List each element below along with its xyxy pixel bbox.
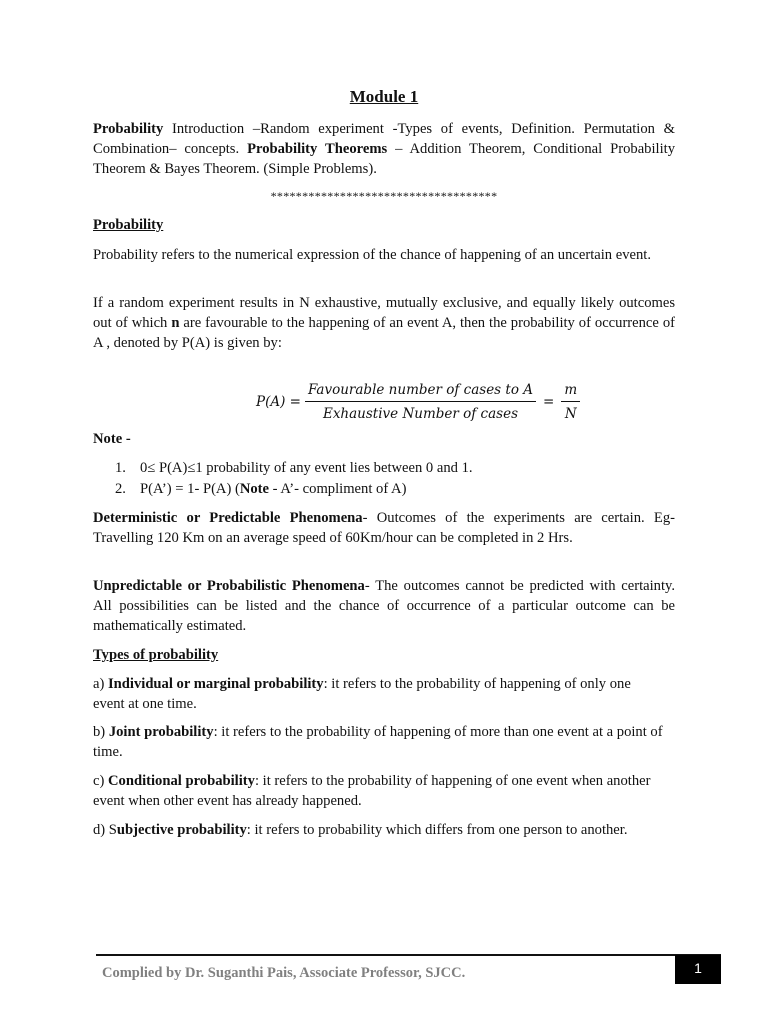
deterministic-text: - Outcomes of the experiments are certain. Eg- Travelling 120 Km on an average speed of 60Km/hour can be completed in 2 Hrs. xyxy=(93,510,675,546)
formula-fraction-short xyxy=(561,380,580,424)
probability-formula xyxy=(256,380,584,424)
formula-fraction-main xyxy=(305,380,536,424)
list-item xyxy=(93,458,675,479)
formula-lhs: P(A) = xyxy=(256,394,301,410)
type-term: Conditional probability xyxy=(108,773,255,789)
type-item-a xyxy=(93,674,658,714)
formula-n: N xyxy=(564,406,577,422)
page-number: 1 xyxy=(675,955,721,984)
unpredictable-term: Unpredictable or Probabilistic Phenomena xyxy=(93,578,365,594)
formula-denominator: Exhaustive Number of cases xyxy=(322,406,519,422)
list-item xyxy=(93,479,675,500)
probability-definition: Probability refers to the numerical expression of the chance of happening of an uncertain event. xyxy=(93,247,652,263)
list-text-post: - A’- compliment of A) xyxy=(269,481,407,497)
formula-m: m xyxy=(561,380,580,402)
type-text: : it refers to the probability of happening of only one event at one time. xyxy=(93,676,631,712)
list-text-bold: Note xyxy=(239,481,270,497)
footer-divider xyxy=(96,954,721,956)
formula-equals: = xyxy=(543,394,555,410)
type-item-c xyxy=(93,771,663,811)
type-item-d xyxy=(93,820,668,840)
list-text: 0≤ P(A)≤1 probability of any event lies between 0 and 1. xyxy=(140,460,473,476)
module-intro xyxy=(93,119,675,179)
para2-bold-n: n xyxy=(171,315,180,331)
list-text-pre: P(A’) = 1- P(A) ( xyxy=(140,481,240,497)
note-list xyxy=(93,458,675,500)
para2-text-c: are favourable to the happening of an event A, then the probability of occurrence of A , denoted by P(A) is given by: xyxy=(93,315,675,351)
types-heading: Types of probability xyxy=(93,647,219,663)
type-term: Joint probability xyxy=(108,724,214,740)
probability-classical-definition xyxy=(93,293,675,353)
type-prefix: c) xyxy=(93,773,108,789)
type-prefix: a) xyxy=(93,676,108,692)
separator-stars: ************************************ xyxy=(270,189,498,203)
type-term: ubjective probability xyxy=(116,822,247,838)
para2-text-a: If a random experiment results in N exhaustive, mutually exclusive, and equally likely outcomes out of which xyxy=(93,295,675,331)
formula-numerator: Favourable number of cases to A xyxy=(305,380,536,402)
deterministic-term: Deterministic or Predictable Phenomena xyxy=(93,510,363,526)
list-number: 2. xyxy=(115,481,126,497)
intro-bold-1: Probability xyxy=(93,121,164,137)
type-item-b xyxy=(93,722,673,762)
probability-heading: Probability xyxy=(93,217,164,233)
type-text: : it refers to the probability of happening of one event when another event when other event has already happened. xyxy=(93,773,651,809)
intro-text-1: Introduction –Random experiment -Types of events, Definition. Permutation & Combination– concepts. xyxy=(93,121,675,157)
deterministic-paragraph xyxy=(93,508,675,548)
page-title: Module 1 xyxy=(349,87,419,106)
type-prefix: b) xyxy=(93,724,109,740)
intro-text-2: – Addition Theorem, Conditional Probability Theorem & Bayes Theorem. (Simple Problems). xyxy=(93,141,675,177)
type-prefix: d) S xyxy=(93,822,117,838)
unpredictable-paragraph xyxy=(93,576,675,636)
intro-bold-2: Probability Theorems xyxy=(247,141,388,157)
footer-credit: Complied by Dr. Suganthi Pais, Associate Professor, SJCC. xyxy=(102,965,466,981)
list-number: 1. xyxy=(115,460,126,476)
type-text: : it refers to probability which differs from one person to another. xyxy=(246,822,628,838)
note-label: Note - xyxy=(93,431,131,447)
type-text: : it refers to the probability of happening of more than one event at a point of time. xyxy=(93,724,663,760)
unpredictable-text: - The outcomes cannot be predicted with certainty. All possibilities can be listed and the chance of occurrence of a particular outcome can be mathematically estimated. xyxy=(93,578,676,634)
type-term: Individual or marginal probability xyxy=(108,676,324,692)
